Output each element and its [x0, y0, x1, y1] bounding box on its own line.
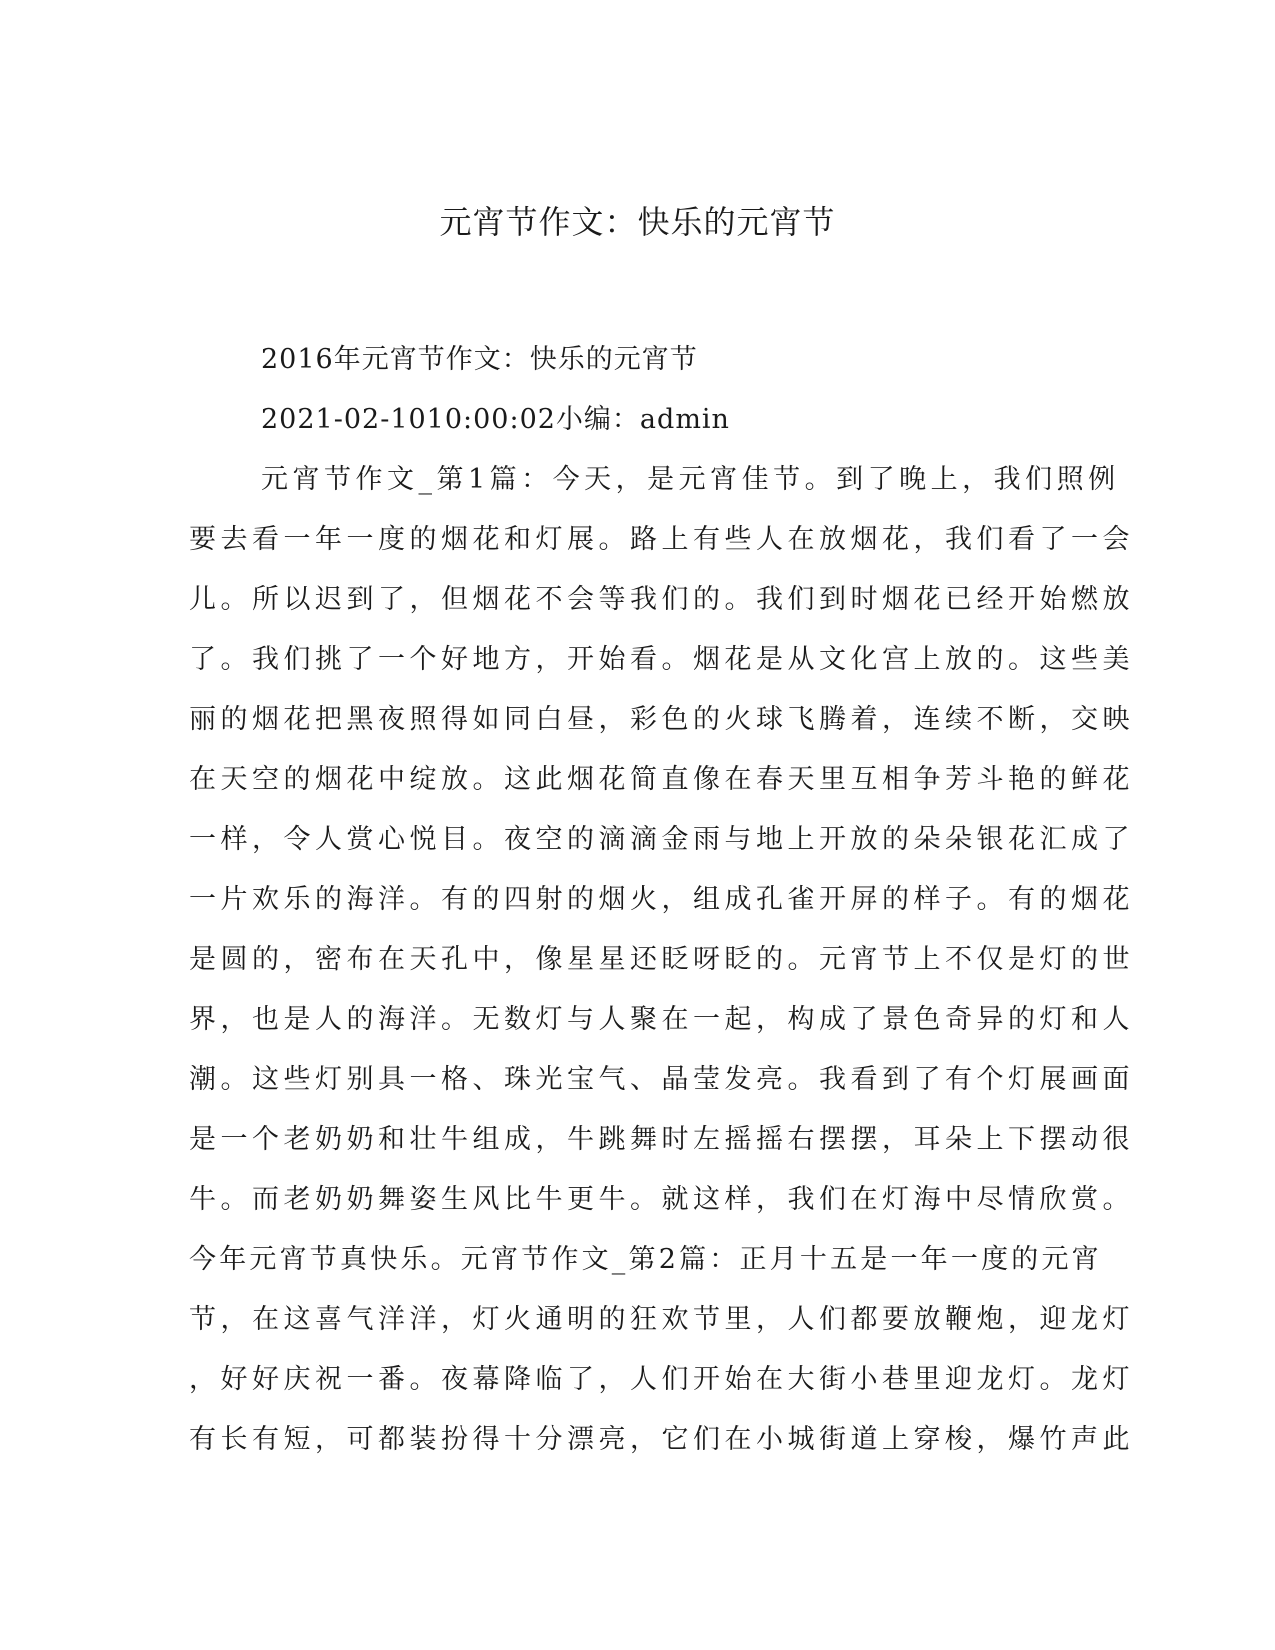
- paragraph-line: 牛。而老奶奶舞姿生风比牛更牛。就这样，我们在灯海中尽情欣赏。: [189, 1184, 1134, 1215]
- paragraph-line: 今年元宵节真快乐。元宵节作文_第2篇：正月十五是一年一度的元宵: [189, 1244, 1102, 1275]
- paragraph-line: 要去看一年一度的烟花和灯展。路上有些人在放烟花，我们看了一会: [189, 524, 1134, 555]
- paragraph-line: 是圆的，密布在天孔中，像星星还眨呀眨的。元宵节上不仅是灯的世: [189, 944, 1134, 975]
- paragraph-line: 潮。这些灯别具一格、珠光宝气、晶莹发亮。我看到了有个灯展画面: [189, 1064, 1134, 1095]
- paragraph-line: 是一个老奶奶和壮牛组成，牛跳舞时左摇摇右摆摆，耳朵上下摆动很: [189, 1124, 1134, 1155]
- article-subtitle: 2016年元宵节作文：快乐的元宵节: [261, 344, 698, 375]
- paragraph-line: 丽的烟花把黑夜照得如同白昼，彩色的火球飞腾着，连续不断，交映: [189, 704, 1134, 735]
- paragraph-line: 元宵节作文_第1篇：今天，是元宵佳节。到了晚上，我们照例: [261, 464, 1120, 495]
- paragraph-line: 一片欢乐的海洋。有的四射的烟火，组成孔雀开屏的样子。有的烟花: [189, 884, 1134, 915]
- document-body: [189, 330, 1134, 1470]
- paragraph-line: ，好好庆祝一番。夜幕降临了，人们开始在大街小巷里迎龙灯。龙灯: [189, 1364, 1134, 1395]
- paragraph-line: 节，在这喜气洋洋，灯火通明的狂欢节里，人们都要放鞭炮，迎龙灯: [189, 1304, 1134, 1335]
- article-meta: 2021-02-1010:00:02小编：admin: [261, 404, 730, 435]
- paragraph-line: 儿。所以迟到了，但烟花不会等我们的。我们到时烟花已经开始燃放: [189, 584, 1134, 615]
- paragraph-line: 有长有短，可都装扮得十分漂亮，它们在小城街道上穿梭，爆竹声此: [189, 1424, 1134, 1455]
- paragraph-line: 在天空的烟花中绽放。这此烟花简直像在春天里互相争芳斗艳的鲜花: [189, 764, 1134, 795]
- paragraph-line: 界，也是人的海洋。无数灯与人聚在一起，构成了景色奇异的灯和人: [189, 1004, 1134, 1035]
- paragraph-line: 了。我们挑了一个好地方，开始看。烟花是从文化宫上放的。这些美: [189, 644, 1134, 675]
- document-title: 元宵节作文：快乐的元宵节: [439, 203, 836, 241]
- paragraph-line: 一样，令人赏心悦目。夜空的滴滴金雨与地上开放的朵朵银花汇成了: [189, 824, 1134, 855]
